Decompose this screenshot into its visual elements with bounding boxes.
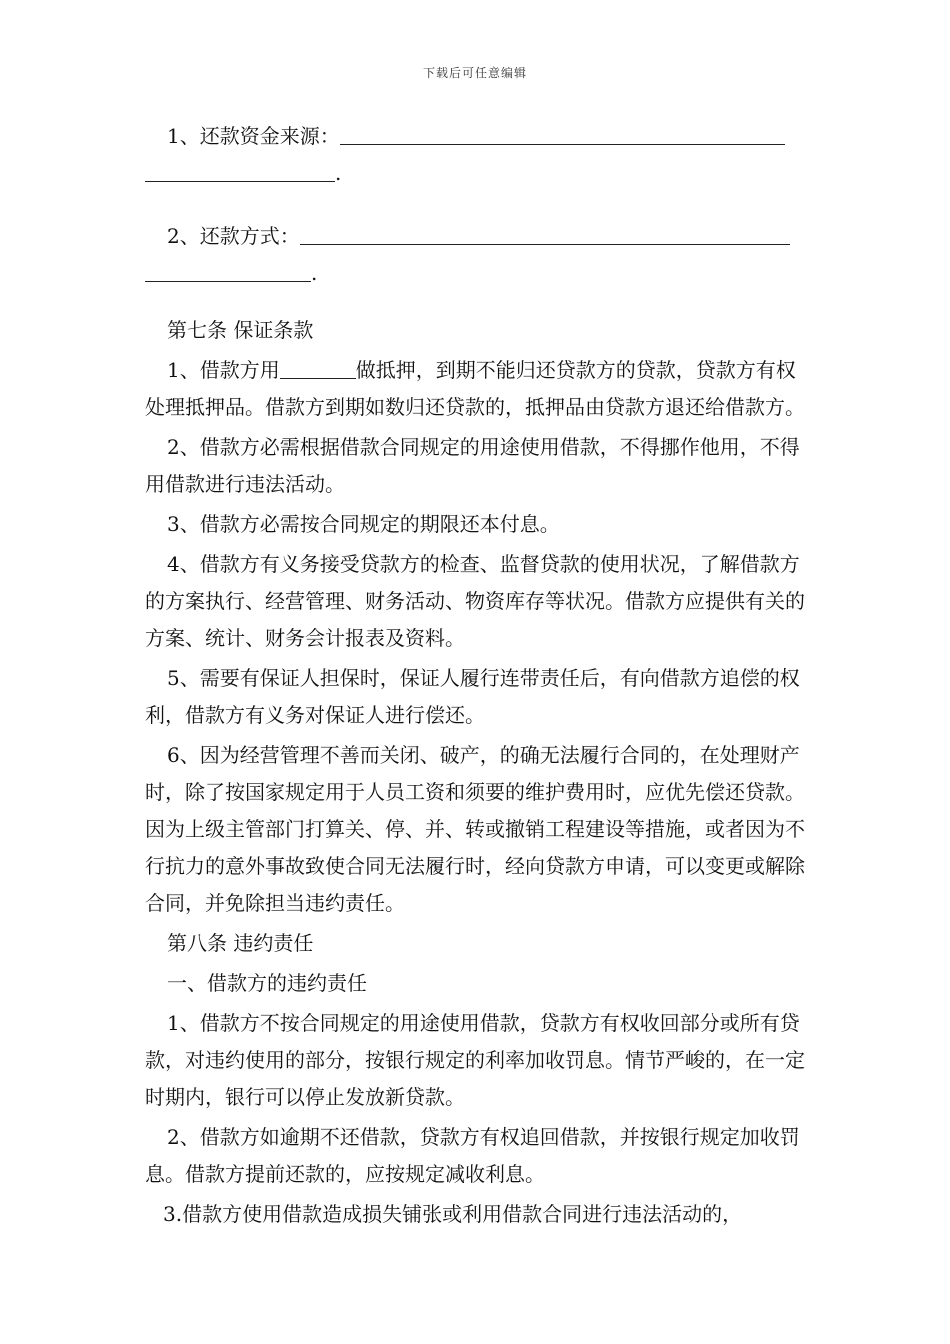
article-8-item-3: 3.借款方使用借款造成损失铺张或利用借款合同进行违法活动的， bbox=[163, 1202, 743, 1226]
article-8-item-2: 2、借款方如逾期不还借款，贷款方有权追回借款，并按银行规定加收罚息。借款方提前还款的，应按规定减收利息。 bbox=[145, 1125, 800, 1186]
article-8-title: 第八条 违约责任 bbox=[167, 931, 314, 955]
article-7-item-4: 4、借款方有义务接受贷款方的检查、监督贷款的使用状况，了解借款方的方案执行、经营管理、财务活动、物资库存等状况。借款方应提供有关的方案、统计、财务会计报表及资料。 bbox=[145, 552, 805, 650]
blank-line[interactable] bbox=[145, 259, 311, 282]
article-8-subtitle: 一、借款方的违约责任 bbox=[167, 971, 367, 995]
document-body bbox=[145, 118, 807, 1236]
page-header: 下载后可任意编辑 bbox=[422, 66, 527, 80]
fill-item-repayment-method bbox=[145, 218, 807, 292]
fill-item-repayment-source bbox=[145, 118, 807, 192]
article-7-title: 第七条 保证条款 bbox=[167, 318, 314, 342]
article-7-item-5: 5、需要有保证人担保时，保证人履行连带责任后，有向借款方追偿的权利，借款方有义务对保证人进行偿还。 bbox=[145, 666, 800, 727]
article-7-item-6: 6、因为经营管理不善而关闭、破产，的确无法履行合同的，在处理财产时，除了按国家规定用于人员工资和须要的维护费用时，应优先偿还贷款。因为上级主管部门打算关、停、并、转或撤销工程建设等措施，或者因为不行抗力的意外事故致使合同无法履行时，经向贷款方申请，可以变更或解除合同，并免除担当违约责任。 bbox=[145, 743, 805, 915]
fill-end: . bbox=[311, 261, 318, 285]
article-7-item-1: 1、借款方用 做抵押，到期不能归还贷款方的贷款，贷款方有权处理抵押品。借款方到期如数归还贷款的，抵押品由贷款方退还给借款方。 bbox=[145, 358, 805, 419]
article-8-item-1: 1、借款方不按合同规定的用途使用借款，贷款方有权收回部分或所有贷款，对违约使用的部分，按银行规定的利率加收罚息。情节严峻的，在一定时期内，银行可以停止发放新贷款。 bbox=[145, 1011, 805, 1109]
blank-line[interactable] bbox=[300, 222, 790, 245]
blank-line[interactable] bbox=[340, 122, 785, 145]
article-7-item-2: 2、借款方必需根据借款合同规定的用途使用借款，不得挪作他用，不得用借款进行违法活动。 bbox=[145, 435, 800, 496]
fill-end: . bbox=[335, 161, 342, 185]
blank-line[interactable] bbox=[280, 356, 356, 379]
article-7-item-3: 3、借款方必需按合同规定的期限还本付息。 bbox=[167, 512, 560, 536]
blank-line[interactable] bbox=[145, 159, 335, 182]
fill-label: 2、还款方式： bbox=[167, 224, 300, 248]
fill-label: 1、还款资金来源： bbox=[167, 124, 340, 148]
